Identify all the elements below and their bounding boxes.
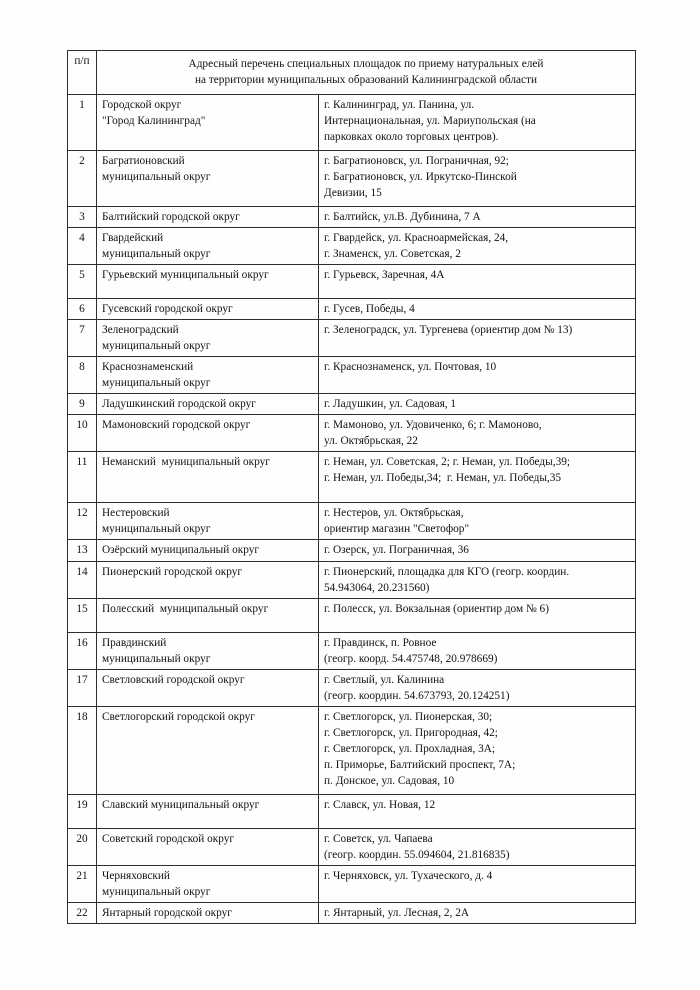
address-line: (геогр. коорд. 54.475748, 20.978669) [324, 652, 498, 665]
row-number: 14 [68, 561, 97, 598]
municipality-name-line: муниципальный округ [102, 377, 211, 390]
row-number: 13 [68, 540, 97, 561]
address-line: г. Полесск, ул. Вокзальная (ориентир дом № 6) [324, 602, 549, 615]
municipality-name-line: "Город Калининград" [102, 115, 206, 128]
municipality-name [97, 865, 319, 902]
municipality-name [97, 151, 319, 207]
collection-point-address [319, 706, 636, 794]
table-row [68, 794, 636, 828]
table-row [68, 357, 636, 394]
address-line: г. Краснознаменск, ул. Почтовая, 10 [324, 361, 497, 374]
row-number: 19 [68, 794, 97, 828]
address-line: Девизии, 15 [324, 187, 382, 200]
collection-point-address [319, 394, 636, 415]
address-line: г. Правдинск, п. Ровное [324, 636, 437, 649]
municipality-name [97, 299, 319, 320]
table-row [68, 902, 636, 923]
table-body [68, 51, 636, 924]
table-row [68, 207, 636, 228]
municipality-name [97, 794, 319, 828]
address-line: г. Черняховск, ул. Тухаческого, д. 4 [324, 869, 493, 882]
row-number: 8 [68, 357, 97, 394]
header-num-col: п/п [68, 51, 97, 95]
municipality-name [97, 503, 319, 540]
row-number: 20 [68, 828, 97, 865]
table-title-cell [97, 51, 636, 95]
collection-point-address [319, 95, 636, 151]
row-number: 22 [68, 902, 97, 923]
municipality-name-line: Славский муниципальный округ [102, 798, 260, 811]
collection-point-address [319, 669, 636, 706]
collection-point-address [319, 320, 636, 357]
municipality-name-line: Пионерский городской округ [102, 565, 243, 578]
address-line: г. Пионерский, площадка для КГО (геогр. координ. [324, 565, 570, 578]
row-number: 1 [68, 95, 97, 151]
collection-point-address [319, 357, 636, 394]
municipality-name-line: Гвардейский [102, 232, 164, 245]
address-line: п. Донское, ул. Садовая, 10 [324, 774, 455, 787]
municipality-name [97, 394, 319, 415]
row-number: 6 [68, 299, 97, 320]
row-number: 7 [68, 320, 97, 357]
municipality-name-line: муниципальный округ [102, 885, 211, 898]
table-row [68, 394, 636, 415]
address-line: г. Советск, ул. Чапаева [324, 832, 433, 845]
table-row [68, 320, 636, 357]
collection-point-address [319, 598, 636, 632]
collection-point-address [319, 415, 636, 452]
municipality-name-line: Зеленоградский [102, 324, 179, 337]
table-title-line-2: на территории муниципальных образований Калининградской области [194, 74, 538, 87]
municipality-name [97, 452, 319, 503]
address-line: г. Гвардейск, ул. Красноармейская, 24, [324, 232, 509, 245]
address-line: г. Ладушкин, ул. Садовая, 1 [324, 398, 457, 411]
municipality-name [97, 706, 319, 794]
row-number: 11 [68, 452, 97, 503]
collection-point-address [319, 865, 636, 902]
address-line: парковках около торговых центров). [324, 131, 499, 144]
table-row [68, 540, 636, 561]
municipality-name-line: муниципальный округ [102, 248, 211, 261]
municipality-name-line: Полесский муниципальный округ [102, 602, 269, 615]
collection-point-address [319, 794, 636, 828]
municipality-name-line: Ладушкинский городской округ [102, 398, 256, 411]
address-line: г. Гурьевск, Заречная, 4А [324, 269, 445, 282]
municipality-name [97, 265, 319, 299]
municipality-name-line: муниципальный округ [102, 340, 211, 353]
municipality-name-line: Городской округ [102, 99, 182, 112]
municipality-name [97, 357, 319, 394]
table-row [68, 299, 636, 320]
collection-point-address [319, 561, 636, 598]
municipality-name-line: Светлогорский городской округ [102, 710, 255, 723]
municipality-name-line: Правдинский [102, 636, 167, 649]
table-row [68, 503, 636, 540]
address-line: (геогр. координ. 55.094604, 21.816835) [324, 848, 510, 861]
municipality-name [97, 95, 319, 151]
collection-point-address [319, 265, 636, 299]
address-line: г. Светлогорск, ул. Пригородная, 42; [324, 726, 498, 739]
row-number: 17 [68, 669, 97, 706]
row-number: 12 [68, 503, 97, 540]
municipality-name [97, 598, 319, 632]
collection-point-address [319, 207, 636, 228]
table-row [68, 95, 636, 151]
municipality-name [97, 561, 319, 598]
table-row [68, 452, 636, 503]
municipality-name-line: Светловский городской округ [102, 673, 245, 686]
table-row [68, 151, 636, 207]
row-number: 15 [68, 598, 97, 632]
collection-point-address [319, 632, 636, 669]
collection-point-address [319, 828, 636, 865]
municipality-name [97, 207, 319, 228]
address-line: г. Неман, ул. Победы,34; г. Неман, ул. Победы,35 [324, 472, 562, 485]
municipality-name [97, 320, 319, 357]
collection-point-address [319, 902, 636, 923]
municipality-name [97, 902, 319, 923]
address-line: Интернациональная, ул. Мариупольская (на [324, 115, 536, 128]
address-line: г. Светлогорск, ул. Прохладная, 3А; [324, 742, 496, 755]
table-row [68, 669, 636, 706]
row-number: 4 [68, 228, 97, 265]
address-line: (геогр. координ. 54.673793, 20.124251) [324, 689, 510, 702]
address-line: г. Светлогорск, ул. Пионерская, 30; [324, 710, 493, 723]
table-row [68, 561, 636, 598]
municipality-name-line: Черняховский [102, 869, 170, 882]
table-row [68, 865, 636, 902]
row-number: 18 [68, 706, 97, 794]
address-line: г. Багратионовск, ул. Иркутско-Пинской [324, 171, 517, 184]
collection-point-address [319, 503, 636, 540]
municipality-name [97, 540, 319, 561]
collection-point-address [319, 540, 636, 561]
municipality-name-line: Янтарный городской округ [102, 906, 232, 919]
municipality-name-line: Гусевский городской округ [102, 303, 233, 316]
address-line: г. Зеленоградск, ул. Тургенева (ориентир дом № 13) [324, 324, 573, 337]
municipality-name-line: Озёрский муниципальный округ [102, 544, 260, 557]
row-number: 16 [68, 632, 97, 669]
table-row [68, 598, 636, 632]
address-list-table [67, 50, 636, 924]
municipality-name-line: Мамоновский городской округ [102, 419, 251, 432]
address-line: г. Знаменск, ул. Советская, 2 [324, 248, 461, 261]
table-row [68, 706, 636, 794]
municipality-name-line: Краснознаменский [102, 361, 194, 374]
collection-point-address [319, 299, 636, 320]
municipality-name-line: Балтийский городской округ [102, 211, 240, 224]
municipality-name [97, 669, 319, 706]
address-line: г. Янтарный, ул. Лесная, 2, 2А [324, 906, 469, 919]
table-row [68, 415, 636, 452]
address-line: 54.943064, 20.231560) [324, 581, 430, 594]
address-line: г. Нестеров, ул. Октябрьская, [324, 507, 464, 520]
row-number: 5 [68, 265, 97, 299]
row-number: 10 [68, 415, 97, 452]
address-line: г. Неман, ул. Советская, 2; г. Неман, ул. Победы,39; [324, 456, 571, 469]
row-number: 9 [68, 394, 97, 415]
table-header-row [68, 51, 636, 95]
municipality-name-line: Неманский муниципальный округ [102, 456, 270, 469]
municipality-name [97, 828, 319, 865]
address-line: г. Озерск, ул. Пограничная, 36 [324, 544, 469, 557]
address-line: ориентир магазин "Светофор" [324, 523, 470, 536]
address-line: г. Багратионовск, ул. Пограничная, 92; [324, 155, 509, 168]
address-line: г. Балтийск, ул.В. Дубинина, 7 А [324, 211, 481, 224]
municipality-name-line: Нестеровский [102, 507, 170, 520]
municipality-name [97, 415, 319, 452]
table-row [68, 228, 636, 265]
address-line: г. Светлый, ул. Калинина [324, 673, 445, 686]
municipality-name-line: муниципальный округ [102, 652, 211, 665]
address-line: г. Гусев, Победы, 4 [324, 303, 415, 316]
municipality-name-line: муниципальный округ [102, 171, 211, 184]
municipality-name [97, 228, 319, 265]
table-row [68, 828, 636, 865]
municipality-name [97, 632, 319, 669]
row-number: 2 [68, 151, 97, 207]
municipality-name-line: Гурьевский муниципальный округ [102, 269, 269, 282]
collection-point-address [319, 151, 636, 207]
municipality-name-line: Советский городской округ [102, 832, 235, 845]
address-line: г. Мамоново, ул. Удовиченко, 6; г. Мамоново, [324, 419, 542, 432]
address-line: г. Славск, ул. Новая, 12 [324, 798, 436, 811]
table-title-line-1: Адресный перечень специальных площадок по приему натуральных елей [188, 58, 544, 70]
address-line: ул. Октябрьская, 22 [324, 435, 418, 448]
table-row [68, 632, 636, 669]
address-line: г. Калининград, ул. Панина, ул. [324, 99, 475, 112]
municipality-name-line: муниципальный округ [102, 523, 211, 536]
table-row [68, 265, 636, 299]
municipality-name-line: Багратионовский [102, 155, 185, 168]
collection-point-address [319, 452, 636, 503]
row-number: 3 [68, 207, 97, 228]
address-line: п. Приморье, Балтийский проспект, 7А; [324, 758, 516, 771]
row-number: 21 [68, 865, 97, 902]
collection-point-address [319, 228, 636, 265]
